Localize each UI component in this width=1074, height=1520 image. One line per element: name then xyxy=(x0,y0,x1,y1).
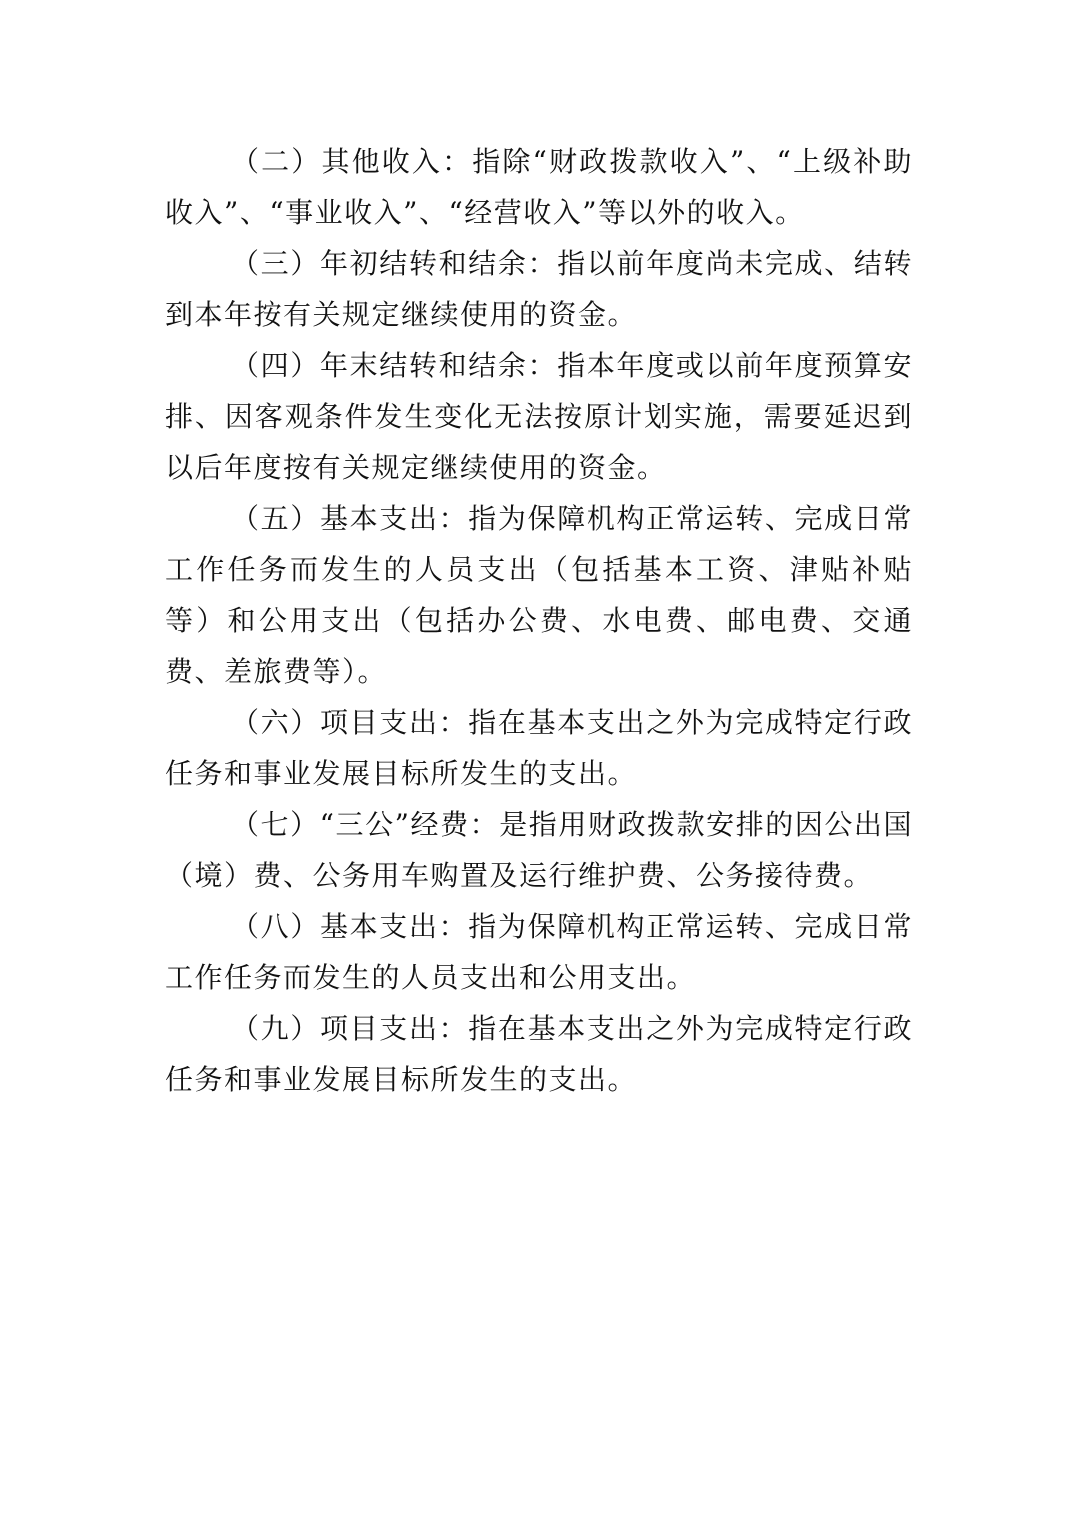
paragraph-basic-expenditure-2: （八）基本支出：指为保障机构正常运转、完成日常工作任务而发生的人员支出和公用支出。 xyxy=(165,910,913,994)
paragraph-basic-expenditure: （五）基本支出：指为保障机构正常运转、完成日常工作任务而发生的人员支出（包括基本工资、津贴补贴等）和公用支出（包括办公费、水电费、邮电费、交通费、差旅费等）。 xyxy=(165,502,913,688)
document-body xyxy=(165,136,913,1105)
paragraph-beginning-carryover: （三）年初结转和结余：指以前年度尚未完成、结转到本年按有关规定继续使用的资金。 xyxy=(165,247,913,331)
paragraph-project-expenditure: （六）项目支出：指在基本支出之外为完成特定行政任务和事业发展目标所发生的支出。 xyxy=(165,706,913,790)
paragraph-three-public-funds: （七）“三公”经费：是指用财政拨款安排的因公出国（境）费、公务用车购置及运行维护费、公务接待费。 xyxy=(165,808,913,892)
paragraph-other-income: （二）其他收入：指除“财政拨款收入”、“上级补助收入”、“事业收入”、“经营收入”等以外的收入。 xyxy=(165,145,913,229)
paragraph-yearend-carryover: （四）年末结转和结余：指本年度或以前年度预算安排、因客观条件发生变化无法按原计划实施，需要延迟到以后年度按有关规定继续使用的资金。 xyxy=(165,349,913,484)
paragraph-project-expenditure-2: （九）项目支出：指在基本支出之外为完成特定行政任务和事业发展目标所发生的支出。 xyxy=(165,1012,913,1096)
